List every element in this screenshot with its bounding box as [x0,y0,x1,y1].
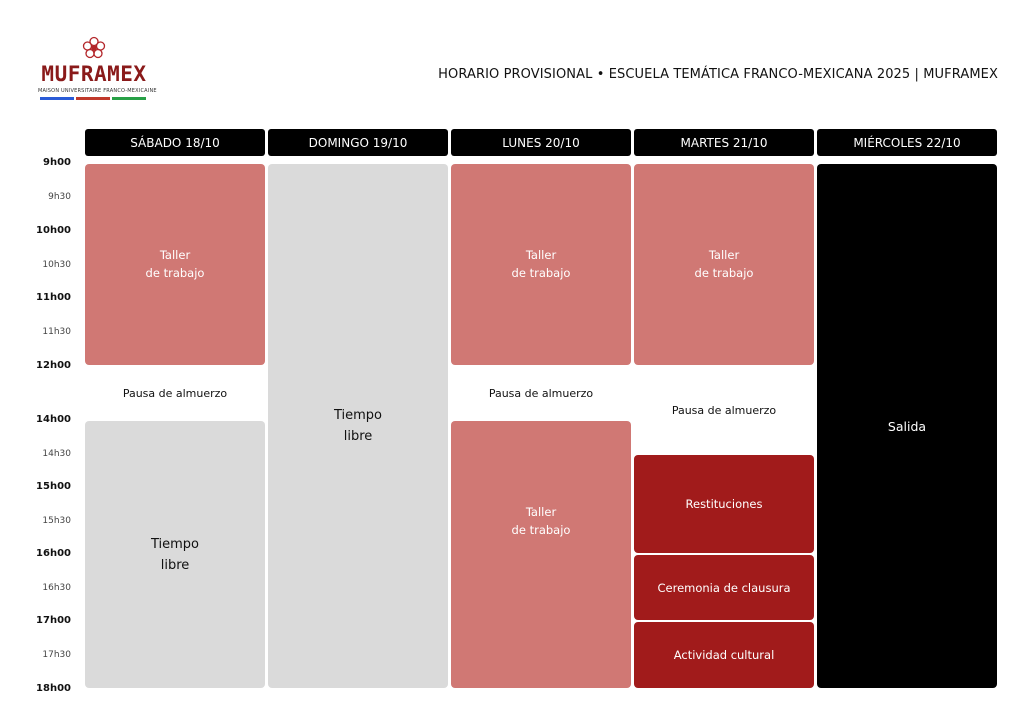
flower-emblem-icon [81,36,107,60]
schedule-event[interactable] [634,622,814,688]
lunch-break-label [451,366,631,420]
lunch-break-label [85,366,265,420]
time-label: 15h00 [36,481,71,492]
day-header: MIÉRCOLES 22/10 [817,129,997,156]
time-label: 17h30 [42,650,71,660]
time-label: 17h00 [36,615,71,626]
event-label: Tiempo libre [150,536,200,573]
event-label: Taller de trabajo [511,248,571,280]
time-label: 18h00 [36,683,71,694]
stripe-blue [40,97,74,100]
lunch-break-label [634,366,814,454]
time-label: 16h00 [36,548,71,559]
event-label: Pausa de almuerzo [122,386,228,400]
schedule-event[interactable] [451,421,631,688]
event-label: Actividad cultural [673,648,775,662]
day-header: MARTES 21/10 [634,129,814,156]
time-label: 12h00 [36,360,71,371]
time-label: 11h00 [36,292,71,303]
time-label: 9h00 [43,157,71,168]
schedule-event[interactable] [85,421,265,688]
schedule-event[interactable] [85,164,265,365]
stripe-green [112,97,146,100]
event-label: Ceremonia de clausura [657,580,791,595]
time-label: 16h30 [42,583,71,593]
muframex-logo [38,36,157,104]
time-label: 14h00 [36,414,71,425]
time-label: 10h00 [36,225,71,236]
time-label: 15h30 [42,516,71,526]
event-label: Pausa de almuerzo [488,386,594,400]
event-label: Salida [887,418,927,434]
day-header: SÁBADO 18/10 [85,129,265,156]
day-header: DOMINGO 19/10 [268,129,448,156]
event-label: Taller de trabajo [145,248,205,280]
event-label: Taller de trabajo [694,248,754,280]
time-label: 14h30 [42,449,71,459]
day-header: LUNES 20/10 [451,129,631,156]
time-label: 10h30 [42,260,71,270]
schedule-event[interactable] [817,164,997,688]
logo-color-stripes [40,97,146,100]
schedule-event[interactable] [634,455,814,553]
time-label: 11h30 [42,327,71,337]
event-label: Pausa de almuerzo [671,403,777,417]
logo-wordmark: MUFRAMEX [41,62,147,86]
event-label: Tiempo libre [333,408,383,444]
stripe-red [76,97,110,100]
time-label: 9h30 [48,192,71,202]
page-title: HORARIO PROVISIONAL • ESCUELA TEMÁTICA FRANCO-MEXICANA 2025 | MUFRAMEX [438,67,998,82]
schedule-event[interactable] [451,164,631,365]
logo-subtitle: MAISON UNIVERSITAIRE FRANCO-MEXICAINE [38,88,157,94]
event-label: Restituciones [685,497,763,511]
schedule-event[interactable] [634,164,814,365]
schedule-event[interactable] [268,164,448,688]
event-label: Taller de trabajo [511,505,571,537]
schedule-event[interactable] [634,555,814,620]
